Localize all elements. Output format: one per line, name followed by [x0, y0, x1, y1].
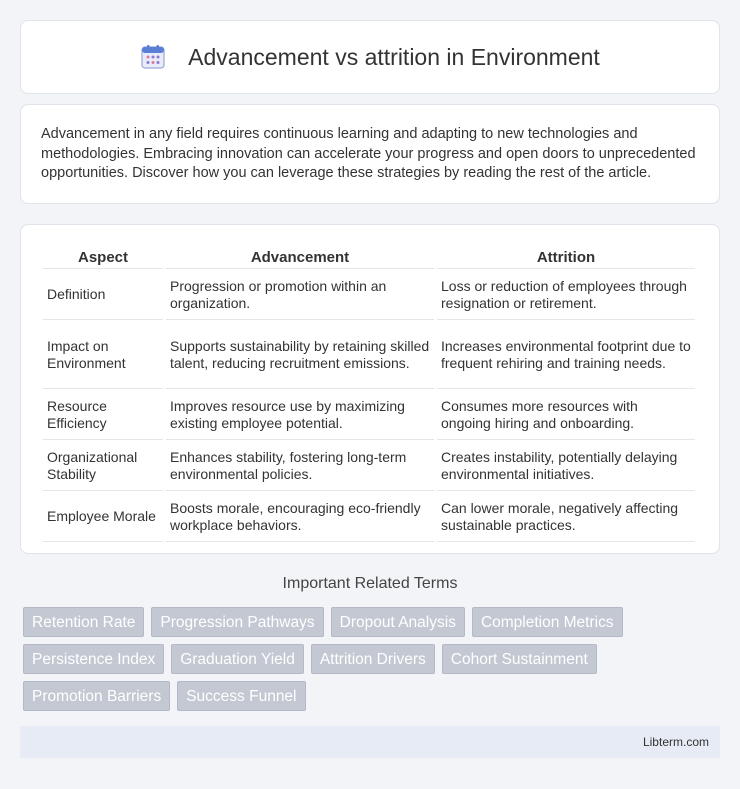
- term-tag[interactable]: Success Funnel: [177, 681, 305, 711]
- page-title: Advancement vs attrition in Environment: [188, 43, 600, 70]
- term-tag[interactable]: Completion Metrics: [472, 607, 623, 637]
- table-row: [43, 271, 695, 320]
- term-tag[interactable]: Attrition Drivers: [311, 644, 435, 674]
- table-row: [43, 322, 695, 389]
- related-terms-list: [23, 607, 723, 718]
- cell-aspect: Organizational Stability: [43, 442, 163, 491]
- term-tag[interactable]: Promotion Barriers: [23, 681, 170, 711]
- cell-attrition: Increases environmental footprint due to frequent rehiring and training needs.: [437, 322, 695, 389]
- cell-attrition: Loss or reduction of employees through resignation or retirement.: [437, 271, 695, 320]
- cell-advancement: Progression or promotion within an organization.: [166, 271, 434, 320]
- term-tag[interactable]: Retention Rate: [23, 607, 144, 637]
- calendar-icon: [140, 44, 166, 70]
- cell-aspect: Employee Morale: [43, 493, 163, 542]
- comparison-table: [40, 245, 698, 544]
- term-tag[interactable]: Cohort Sustainment: [442, 644, 597, 674]
- header-attrition: Attrition: [437, 247, 695, 269]
- header-card: [20, 20, 720, 94]
- header-aspect: Aspect: [43, 247, 163, 269]
- term-tag[interactable]: Persistence Index: [23, 644, 164, 674]
- footer: [20, 726, 720, 758]
- table-row: [43, 391, 695, 440]
- intro-card: [20, 104, 720, 204]
- header-advancement: Advancement: [166, 247, 434, 269]
- intro-text: Advancement in any field requires continuous learning and adapting to new technologies and methodologies. Embracing innovation can accelerate your progress and open doors to unprecedented opportunities. Discover how you can leverage these strategies by reading the rest of the article.: [41, 126, 696, 181]
- cell-attrition: Can lower morale, negatively affecting sustainable practices.: [437, 493, 695, 542]
- cell-aspect: Resource Efficiency: [43, 391, 163, 440]
- table-row: [43, 493, 695, 542]
- cell-advancement: Improves resource use by maximizing existing employee potential.: [166, 391, 434, 440]
- term-tag[interactable]: Graduation Yield: [171, 644, 304, 674]
- footer-site-link[interactable]: Libterm.com: [642, 735, 709, 749]
- term-tag[interactable]: Progression Pathways: [151, 607, 323, 637]
- related-terms-title: Important Related Terms: [282, 575, 458, 592]
- term-tag[interactable]: Dropout Analysis: [331, 607, 465, 637]
- cell-advancement: Boosts morale, encouraging eco-friendly workplace behaviors.: [166, 493, 434, 542]
- cell-advancement: Enhances stability, fostering long-term environmental policies.: [166, 442, 434, 491]
- cell-aspect: Impact on Environment: [43, 322, 163, 389]
- table-header-row: [43, 247, 695, 269]
- cell-aspect: Definition: [43, 271, 163, 320]
- cell-attrition: Consumes more resources with ongoing hiring and onboarding.: [437, 391, 695, 440]
- cell-advancement: Supports sustainability by retaining skilled talent, reducing recruitment emissions.: [166, 322, 434, 389]
- comparison-table-card: [20, 224, 720, 554]
- table-row: [43, 442, 695, 491]
- cell-attrition: Creates instability, potentially delaying environmental initiatives.: [437, 442, 695, 491]
